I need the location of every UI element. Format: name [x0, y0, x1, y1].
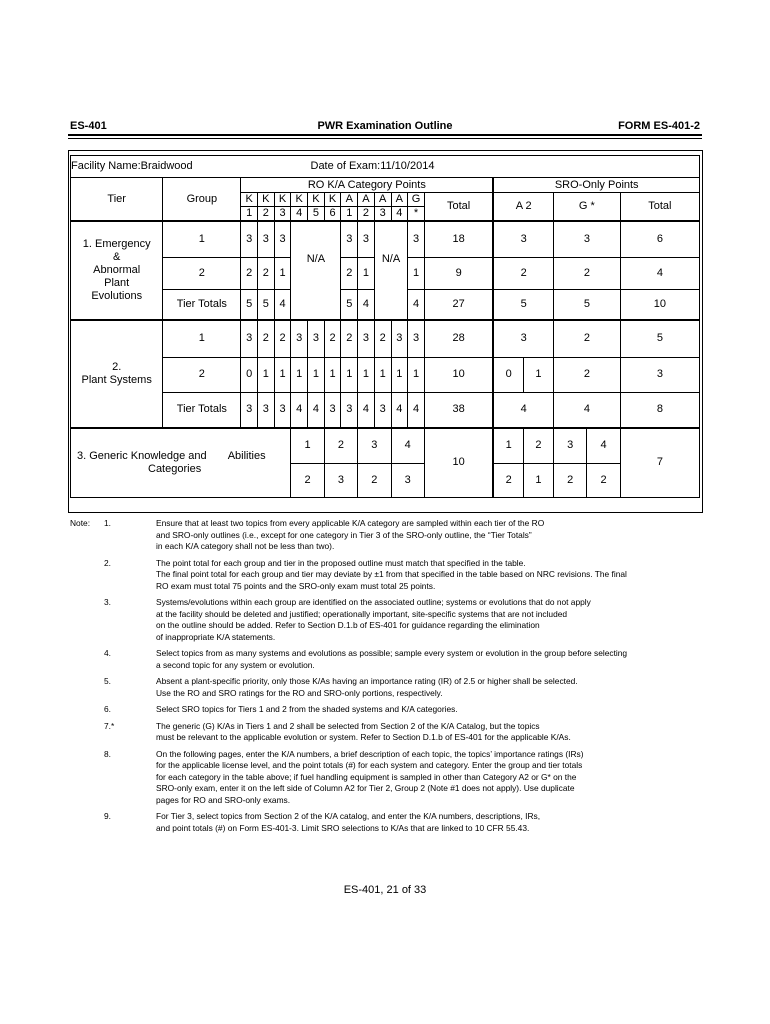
ro-total-header: Total	[424, 193, 493, 222]
note-text-line: RO exam must total 75 points and the SRO-only exam must total 25 points.	[156, 580, 436, 591]
t2tot-sro-g: 4	[553, 392, 620, 428]
t3-total: 10	[424, 428, 493, 497]
col-k3-number: 3	[274, 207, 291, 222]
note-number: 4.	[104, 648, 111, 658]
note-number: 5.	[104, 676, 111, 686]
t1g2-k2: 2	[258, 257, 275, 289]
t2g2-val: 0	[241, 357, 258, 392]
col-g-letter: G	[408, 193, 425, 207]
t2g2-val: 1	[408, 357, 425, 392]
t2g2-val: 1	[308, 357, 325, 392]
note-text-line: in each K/A category shall not be less than two).	[156, 541, 335, 551]
note-text-line: SRO-only exam, enter it on the left side of Column A2 for Tier 2, Group 2 (Note #1 does not apply). Use duplicate	[156, 783, 575, 793]
col-a3-number: 3	[374, 207, 391, 222]
col-k5-letter: K	[308, 193, 325, 207]
na-text: N/A	[381, 253, 401, 265]
note-text-line: On the following pages, enter the K/A numbers, a brief description of each topic, the topics’ importance ratings (IRs)	[156, 748, 584, 759]
t2tot-val: 3	[324, 392, 341, 428]
col-a3-letter: A	[374, 193, 391, 207]
t2tot-val: 4	[291, 392, 308, 428]
note-number: 9.	[104, 811, 111, 821]
tier2-group2: 2	[163, 357, 241, 392]
note-text-line: The point total for each group and tier in the proposed outline must match that specified in the table.	[156, 557, 526, 568]
note-item	[70, 811, 700, 834]
note-text-line: The generic (G) K/As in Tiers 1 and 2 shall be selected from Section 2 of the K/A Catalog, but the topics	[156, 720, 540, 731]
t1tot-g: 4	[408, 289, 425, 320]
note-item	[70, 518, 700, 553]
col-k6-letter: K	[324, 193, 341, 207]
t2g2-val: 1	[291, 357, 308, 392]
col-k2-number: 2	[258, 207, 275, 222]
t1g1-k3: 3	[274, 221, 291, 257]
tier2-label-line: Plant Systems	[81, 374, 152, 386]
t1g1-g: 3	[408, 221, 425, 257]
t1-a3-a4-na	[374, 221, 407, 320]
tier2-group1: 1	[163, 320, 241, 357]
t2g1-val: 2	[341, 320, 358, 357]
note-text-line: Select topics from as many systems and evolutions as possible; sample every system or evolution in the group before selecting	[156, 648, 628, 658]
t3-sro-top-3: 3	[553, 428, 586, 463]
t2g1-val: 2	[324, 320, 341, 357]
note-number: 8.	[104, 748, 111, 759]
t1tot-k1: 5	[241, 289, 258, 320]
t3-sro-top-2: 2	[523, 428, 553, 463]
tier1-label	[71, 221, 163, 320]
t3-bottom-1: 2	[291, 463, 324, 497]
t1tot-sro-total: 10	[620, 289, 699, 320]
header-rule-thick	[68, 134, 702, 136]
t2tot-sro-total: 8	[620, 392, 699, 428]
t2g1-sro-a2: 3	[493, 320, 553, 357]
col-a2-letter: A	[358, 193, 375, 207]
note-item	[70, 597, 700, 643]
t2g2-val: 1	[341, 357, 358, 392]
note-number: 7.*	[104, 720, 115, 731]
t1g2-sro-a2: 2	[493, 257, 553, 289]
note-number: 3.	[104, 597, 111, 607]
note-text-line: and point totals (#) on Form ES-401-3. Limit SRO selections to K/As that are linked to 10 CFR 55.43.	[156, 822, 530, 833]
t1tot-sro-g: 5	[553, 289, 620, 320]
note-number: 2.	[104, 557, 111, 568]
note-item	[70, 558, 700, 593]
col-k4-number: 4	[291, 207, 308, 222]
t2tot-val: 4	[358, 392, 375, 428]
examination-outline-table	[70, 155, 700, 498]
t2g2-val: 1	[274, 357, 291, 392]
t2g1-sro-g: 2	[553, 320, 620, 357]
col-k1-letter: K	[241, 193, 258, 207]
t3-top-1: 1	[291, 428, 324, 463]
t1tot-k2: 5	[258, 289, 275, 320]
page-header	[68, 120, 702, 134]
note-item	[70, 704, 700, 716]
col-g-number: *	[408, 207, 425, 222]
sro-only-header: SRO-Only Points	[493, 178, 699, 193]
group-header: Group	[163, 178, 241, 222]
t2g1-val: 2	[274, 320, 291, 357]
sro-a2-header: A 2	[493, 193, 553, 222]
t1g1-a2: 3	[358, 221, 375, 257]
note-item	[70, 676, 700, 699]
col-k4-letter: K	[291, 193, 308, 207]
note-number: 6.	[104, 704, 111, 714]
note-text-line: and SRO-only outlines (i.e., except for one category in Tier 3 of the SRO-only outline, the “Tier Totals”	[156, 529, 532, 540]
t1tot-k3: 4	[274, 289, 291, 320]
note-text-line: Use the RO and SRO ratings for the RO and SRO-only portions, respectively.	[156, 687, 443, 698]
t1g1-sro-total: 6	[620, 221, 699, 257]
t3-top-4: 4	[391, 428, 424, 463]
t1-k4-k6-na	[291, 221, 341, 320]
header-title: PWR Examination Outline	[317, 120, 453, 132]
t3-sro-bottom-1: 2	[493, 463, 523, 497]
facility-date-row	[71, 156, 700, 178]
t2g2-total: 10	[424, 357, 493, 392]
t2tot-val: 4	[308, 392, 325, 428]
t1g1-k2: 3	[258, 221, 275, 257]
header-form-number: FORM ES-401-2	[618, 120, 700, 132]
t2g2-val: 1	[358, 357, 375, 392]
tier-header: Tier	[71, 178, 163, 222]
t2g1-val: 3	[291, 320, 308, 357]
note-text-line: Ensure that at least two topics from every applicable K/A category are sampled within each tier of the RO	[156, 518, 545, 528]
note-text-line: of inappropriate K/A statements.	[156, 631, 276, 642]
t1g1-sro-a2: 3	[493, 221, 553, 257]
note-number: 1.	[104, 518, 111, 528]
tier1-group2: 2	[163, 257, 241, 289]
col-a4-number: 4	[391, 207, 408, 222]
tier3-abilities-text: Abilities	[227, 449, 266, 462]
ro-category-header: RO K/A Category Points	[241, 178, 494, 193]
col-a4-letter: A	[391, 193, 408, 207]
tier1-label-line: Plant	[104, 277, 130, 289]
sro-g-header: G *	[553, 193, 620, 222]
t1g2-total: 9	[424, 257, 493, 289]
t1g1-a1: 3	[341, 221, 358, 257]
exam-date: Date of Exam:11/10/2014	[310, 160, 435, 172]
note-item	[70, 721, 700, 744]
t1tot-a2: 4	[358, 289, 375, 320]
t3-sro-bottom-2: 1	[523, 463, 553, 497]
t2g2-val: 1	[258, 357, 275, 392]
note-text-line: For Tier 3, select topics from Section 2 of the K/A catalog, and enter the K/A numbers, descriptions, IRs,	[156, 811, 541, 821]
t2g1-val: 3	[391, 320, 408, 357]
facility-name: Facility Name:Braidwood	[71, 160, 193, 172]
tier3-label-line	[71, 450, 290, 463]
t2g2-sro-total: 3	[620, 357, 699, 392]
t2tot-val: 3	[341, 392, 358, 428]
note-text-line: on the outline should be added. Refer to Section D.1.b of ES-401 for guidance regarding the elimination	[156, 620, 540, 630]
t2g2-val: 1	[391, 357, 408, 392]
note-item	[70, 648, 700, 671]
t3-sro-bottom-4: 2	[587, 463, 620, 497]
t3-bottom-2: 3	[324, 463, 357, 497]
t2tot-val: 3	[374, 392, 391, 428]
t1g1-total: 18	[424, 221, 493, 257]
tier3-label-text: 3. Generic Knowledge and	[77, 449, 207, 462]
col-k3-letter: K	[274, 193, 291, 207]
note-text-line: for the applicable license level, and the point totals (#) for each system and category. Enter the group and tier totals	[156, 760, 583, 770]
t3-top-2: 2	[324, 428, 357, 463]
note-text-line: for each category in the table above; if fuel handling equipment is sampled in other than Category A2 or G* on the	[156, 771, 577, 782]
t2g1-val: 2	[374, 320, 391, 357]
t2tot-total: 38	[424, 392, 493, 428]
tier3-label-line: Categories	[148, 462, 202, 475]
note-text-line: The final point total for each group and tier may deviate by ±1 from that specified in the table based on NRC revisions. The final	[156, 569, 627, 579]
t2g1-val: 3	[408, 320, 425, 357]
col-a1-number: 1	[341, 207, 358, 222]
t1g2-k1: 2	[241, 257, 258, 289]
t2g2-sro-g: 2	[553, 357, 620, 392]
note-item	[70, 749, 700, 807]
note-text-line: at the facility should be deleted and justified; operationally important, site-specific systems that are not included	[156, 608, 568, 619]
tier2-totals: Tier Totals	[163, 392, 241, 428]
t1g1-k1: 3	[241, 221, 258, 257]
t2g1-val: 3	[308, 320, 325, 357]
t3-sro-top-4: 4	[587, 428, 620, 463]
t1g2-sro-total: 4	[620, 257, 699, 289]
t3-top-3: 3	[358, 428, 391, 463]
tier1-label-line: Evolutions	[91, 290, 143, 302]
header-rule-thin	[68, 138, 702, 139]
note-text-line: a second topic for any system or evolution.	[156, 659, 315, 670]
note-text-line: Absent a plant-specific priority, only those K/As having an importance rating (IR) of 2.5 or higher shall be selected.	[156, 676, 578, 686]
t2g2-val: 1	[374, 357, 391, 392]
t1g2-a2: 1	[358, 257, 375, 289]
t3-sro-bottom-3: 2	[553, 463, 586, 497]
tier1-label-line: Abnormal	[93, 264, 141, 276]
t2tot-val: 3	[241, 392, 258, 428]
note-text-line: Systems/evolutions within each group are identified on the associated outline; systems or evolutions that do not apply	[156, 597, 591, 607]
t1g1-sro-g: 3	[553, 221, 620, 257]
t3-sro-total: 7	[620, 428, 699, 497]
t2g2-sro-a2-left: 0	[493, 357, 523, 392]
sro-total-header: Total	[620, 193, 699, 222]
t1g2-a1: 2	[341, 257, 358, 289]
col-a2-number: 2	[358, 207, 375, 222]
notes-section	[70, 518, 700, 839]
t1g2-sro-g: 2	[553, 257, 620, 289]
note-text-line: must be relevant to the applicable evolution or system. Refer to Section D.1.b of ES-401 for the applicable K/As.	[156, 732, 571, 742]
t2g1-val: 3	[358, 320, 375, 357]
tier2-label	[71, 320, 163, 428]
t2g1-val: 3	[241, 320, 258, 357]
t1tot-sro-a2: 5	[493, 289, 553, 320]
col-k5-number: 5	[308, 207, 325, 222]
tier1-label-line: &	[113, 251, 121, 263]
t1tot-total: 27	[424, 289, 493, 320]
t1g2-k3: 1	[274, 257, 291, 289]
t2g1-val: 2	[258, 320, 275, 357]
col-k2-letter: K	[258, 193, 275, 207]
t1g2-g: 1	[408, 257, 425, 289]
t3-bottom-3: 2	[358, 463, 391, 497]
note-text-line: Select SRO topics for Tiers 1 and 2 from the shaded systems and K/A categories.	[156, 704, 458, 714]
t2g1-total: 28	[424, 320, 493, 357]
tier1-group1: 1	[163, 221, 241, 257]
t2tot-val: 4	[408, 392, 425, 428]
t2tot-sro-a2: 4	[493, 392, 553, 428]
note-text-line: pages for RO and SRO-only exams.	[156, 794, 291, 805]
t2g2-sro-a2-right: 1	[523, 357, 553, 392]
t2tot-val: 4	[391, 392, 408, 428]
t2g1-sro-total: 5	[620, 320, 699, 357]
page-footer: ES-401, 21 of 33	[343, 884, 427, 896]
tier2-label-line: 2.	[112, 361, 122, 373]
t2tot-val: 3	[258, 392, 275, 428]
note-label: Note:	[70, 518, 91, 528]
col-k6-number: 6	[324, 207, 341, 222]
header-form-id: ES-401	[70, 120, 107, 132]
tier1-totals: Tier Totals	[163, 289, 241, 320]
tier3-label	[71, 428, 291, 497]
tier1-label-line: 1. Emergency	[82, 238, 151, 250]
t2g2-val: 1	[324, 357, 341, 392]
col-a1-letter: A	[341, 193, 358, 207]
t2tot-val: 3	[274, 392, 291, 428]
t1tot-a1: 5	[341, 289, 358, 320]
t3-bottom-4: 3	[391, 463, 424, 497]
col-k1-number: 1	[241, 207, 258, 222]
t3-sro-top-1: 1	[493, 428, 523, 463]
na-text: N/A	[306, 253, 326, 265]
